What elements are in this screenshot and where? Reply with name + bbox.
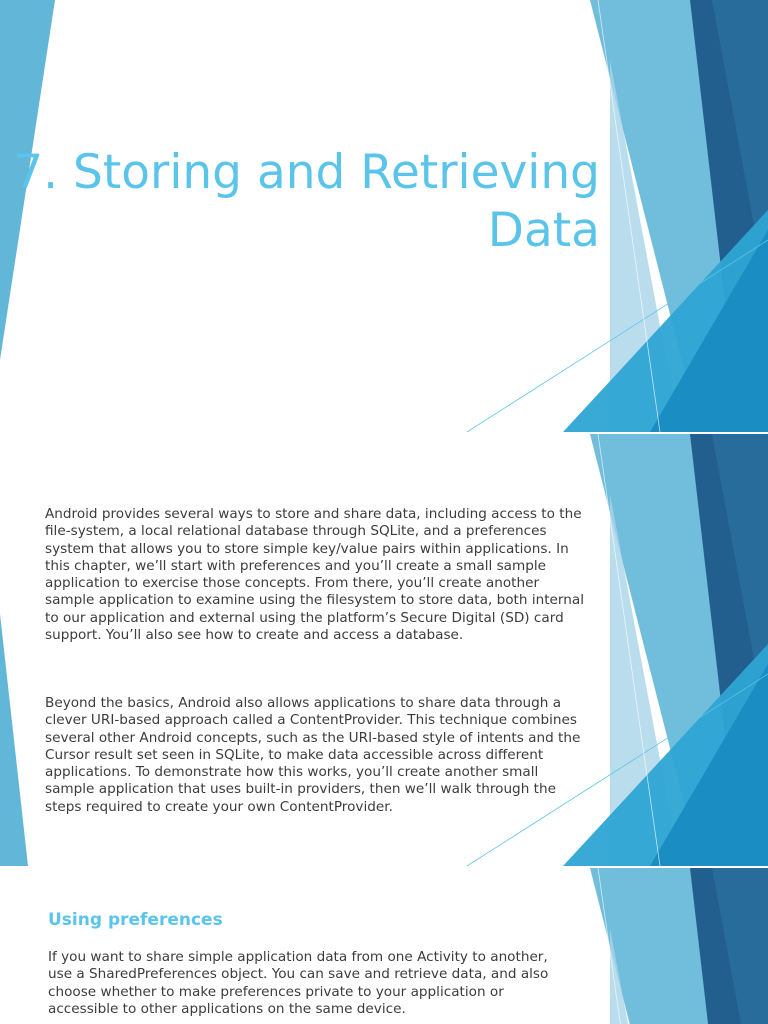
content-provider-paragraph: Beyond the basics, Android also allows applications to share data through a clever URI-based approach called a ContentProvider. This technique combines several other Android concepts, such as the URI-based style of intents and the Cursor result set seen in SQLite, to make data accessible across different applications. To demonstrate how this works, you’ll create another small sample application that uses built-in providers, then we’ll walk through the steps required to create your own ContentProvider. [45, 695, 581, 815]
preferences-slide [0, 868, 768, 1024]
preferences-paragraph: If you want to share simple application data from one Activity to another, use a SharedPreferences object. You can save and retrieve data, and also choose whether to make preferences private to your application or accessible to other applications on the same device. [48, 949, 549, 1017]
intro-paragraph: Android provides several ways to store and share data, including access to the file-system, a local relational database through SQLite, and a preferences system that allows you to store simple key/value pairs within applications. In this chapter, we’ll start with preferences and you’ll create a small sample application to exercise those concepts. From there, you’ll create another sample application to examine using the filesystem to store data, both internal to our application and external using the platform’s Secure Digital (SD) card support. You’ll also see how to create and access a database. [45, 506, 584, 644]
section-heading: Using preferences [48, 910, 223, 930]
title-slide [0, 0, 768, 432]
content-slide [0, 434, 768, 866]
slide-title: 7. Storing and Retrieving Data [13, 145, 600, 258]
